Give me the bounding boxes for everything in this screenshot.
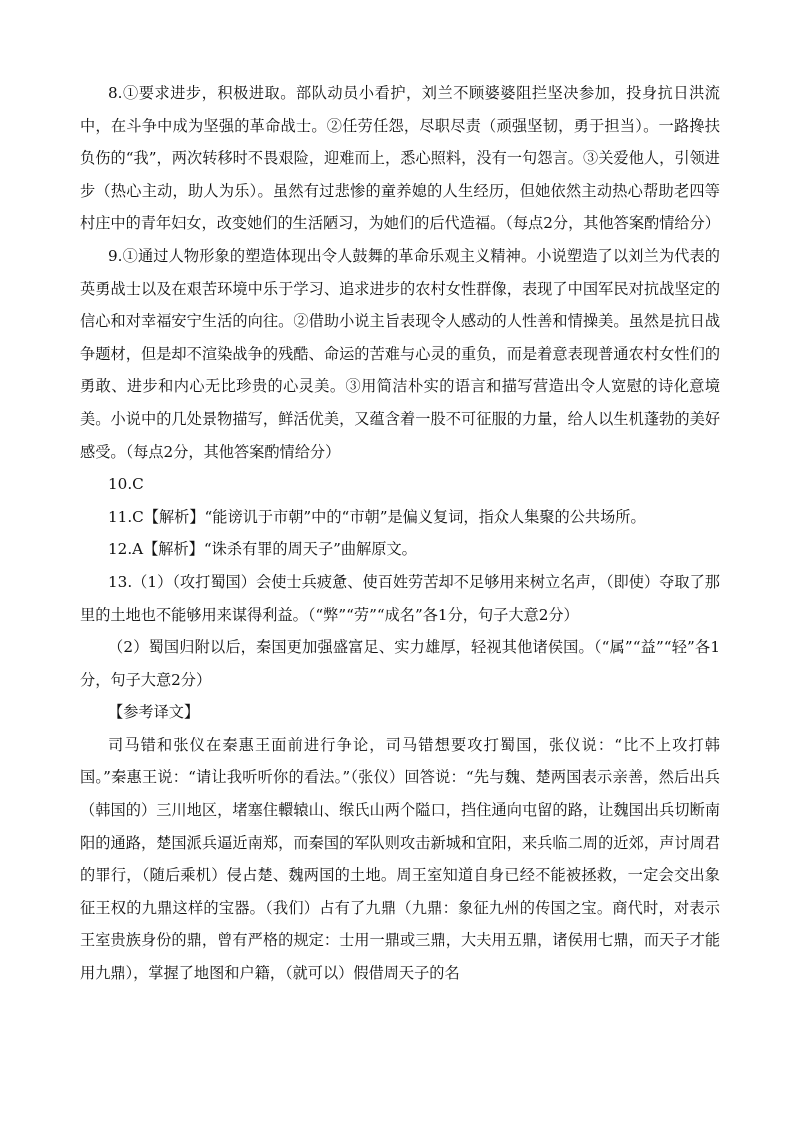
answer-13-part-2: （2）蜀国归附以后，秦国更加强盛富足、实力雄厚，轻视其他诸侯国。（“属”“益”“轻”各1分，句子大意2分） [80, 638, 720, 689]
answer-8: 8.①要求进步，积极进取。部队动员小看护，刘兰不顾婆婆阻拦坚决参加，投身抗日洪流中，在斗争中成为坚强的革命战士。②任劳任怨，尽职尽责（顽强坚韧，勇于担当）。一路搀扶负伤的“我”，两次转移时不畏艰险，迎难而上，悉心照料，没有一句怨言。③关爱他人，引领进步（热心主动，助人为乐）。虽然有过悲惨的童养媳的人生经历，但她依然主动热心帮助老四等村庄中的青年妇女，改变她们的生活陋习，为她们的后代造福。（每点2分，其他答案酌情给分） [80, 84, 720, 233]
answer-12: 12.A【解析】“诛杀有罪的周天子”曲解原文。 [108, 540, 417, 559]
answer-9: 9.①通过人物形象的塑造体现出令人鼓舞的革命乐观主义精神。小说塑造了以刘兰为代表的英勇战士以及在艰苦环境中乐于学习、追求进步的农村女性群像，表现了中国军民对抗战坚定的信心和对幸福安宁生活的向往。②借助小说主旨表现令人感动的人性善和情操美。虽然是抗日战争题材，但是却不渲染战争的残酷、命运的苦难与心灵的重负，而是着意表现普通农村女性们的勇敢、进步和内心无比珍贵的心灵美。③用简洁朴实的语言和描写营造出令人宽慰的诗化意境美。小说中的几处景物描写，鲜活优美，又蕴含着一股不可征服的力量，给人以生机蓬勃的美好感受。（每点2分，其他答案酌情给分） [80, 246, 720, 461]
answer-11: 11.C【解析】“能谤讥于市朝”中的“市朝”是偏义复词，指众人集聚的公共场所。 [108, 507, 646, 526]
translation-text: 司马错和张仪在秦惠王面前进行争论，司马错想要攻打蜀国，张仪说：“比不上攻打韩国。”秦惠王说：“请让我听听你的看法。”（张仪）回答说：“先与魏、楚两国表示亲善，然后出兵（韩国的）三川地区，堵塞住轘辕山、缑氏山两个隘口，挡住通向屯留的路，让魏国出兵切断南阳的通路，楚国派兵逼近南郑，而秦国的军队则攻击新城和宜阳，来兵临二周的近郊，声讨周君的罪行，（随后乘机）侵占楚、魏两国的土地。周王室知道自身已经不能被拯救，一定会交出象征王权的九鼎这样的宝器。（我们）占有了九鼎（九鼎：象征九州的传国之宝。商代时，对表示王室贵族身份的鼎，曾有严格的规定：士用一鼎或三鼎，大夫用五鼎，诸侯用七鼎，而天子才能用九鼎），掌握了地图和户籍，（就可以）假借周天子的名 [80, 735, 720, 983]
answer-13-part-1: 13.（1）（攻打蜀国）会使士兵疲惫、使百姓劳苦却不足够用来树立名声，（即使）夺取了那里的土地也不能够用来谋得利益。（“弊”“劳”“成名”各1分，句子大意2分） [80, 572, 720, 624]
answer-10: 10.C [108, 475, 144, 494]
answer-key-content [80, 77, 720, 990]
translation-heading: 【参考译文】 [108, 703, 200, 722]
